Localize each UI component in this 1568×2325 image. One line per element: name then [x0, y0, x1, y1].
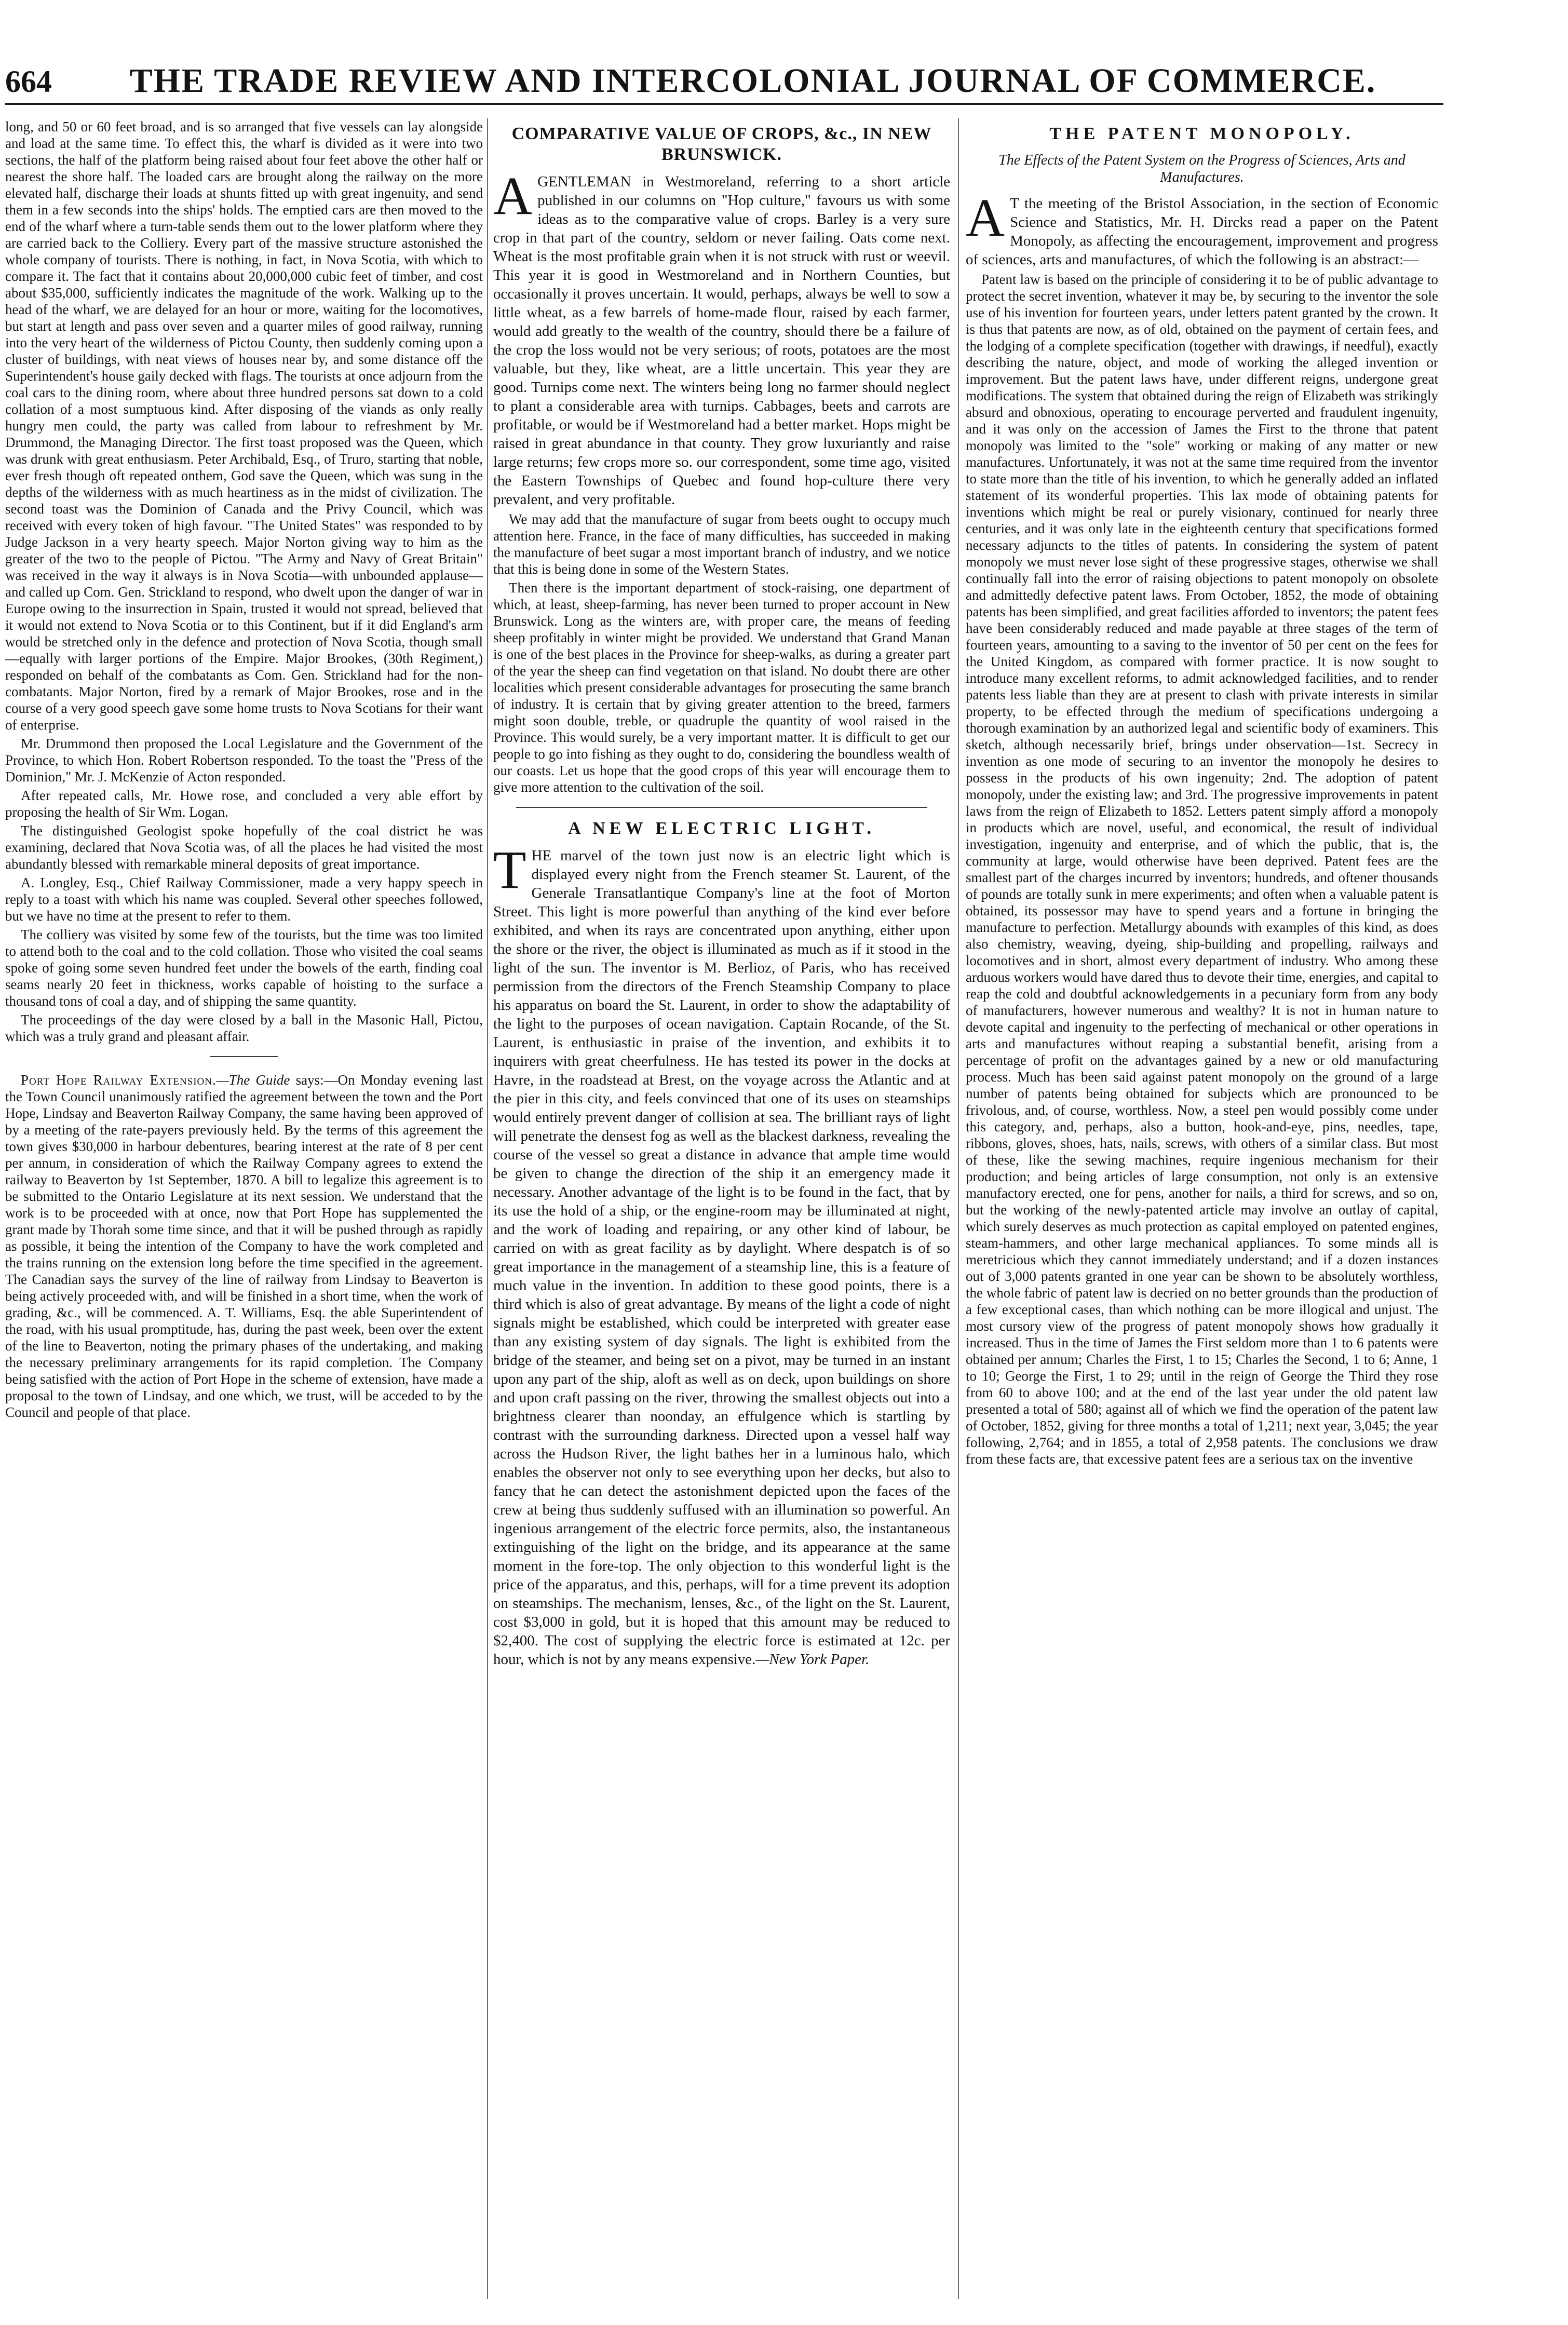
crops-article [493, 124, 950, 795]
electric-light-article [493, 818, 950, 1669]
crops-lead-text: GENTLEMAN in Westmoreland, referring to a short article published in our columns on "Hop culture," favours us with some ideas as to the comparative value of crops. Barley is a very sure crop in that part of the country, seldom or never failing. Oats come next. Wheat is the most profitable grain when it is not struck with rust or weevil. This year it is good in Westmoreland and in Northern Counties, but occasionally it proves uncertain. It would, perhaps, always be well to sow a little wheat, as a few barrels of home-made flour, raised by each farmer, would add greatly to the wealth of the country, should there be a failure of the crop the loss would not be very serious; of roots, potatoes are the most valuable, but they, like wheat, are a little uncertain. This year they are good. Turnips come next. The winters being long no farmer should neglect to plant a considerable area with turnips. Cabbages, beets and carrots are profitable, or would be if Westmoreland had a better market. Hops might be raised in great abundance in that county. They grow luxuriantly and raise large returns; few crops more so. our correspondent, some time ago, visited the Eastern Townships of Quebec and found hop-culture there very prevalent, and very profitable. [493, 173, 950, 508]
patent-monopoly-article [966, 124, 1438, 1467]
port-hope-source: —The Guide [216, 1072, 290, 1088]
port-hope-body: says:—On Monday evening last the Town Council unanimously ratified the agreement between the town and the Port Hope, Lindsay and Beaverton Railway Company, the same having been approved of by a meeting of the rate-payers previously held. By the terms of this agreement the town gives $30,000 in harbour debentures, bearing interest at the rate of 8 per cent per annum, in consideration of which the Railway Company agrees to extend the railway to Beaverton by 1st September, 1870. A bill to legalize this agreement is to be submitted to the Ontario Legislature at its next session. We understand that the work is to be proceeded with at once, now that Port Hope has supplemented the grant made by Thorah some time since, and that it will be pushed through as rapidly as possible, it being the intention of the Company to have the work completed and the trains running on the extension long before the time specified in the agreement. The Canadian says the survey of the line of railway from Lindsay to Beaverton is being actively proceeded with, and will be finished in a short time, when the work of grading, &c., will be commenced. A. T. Williams, Esq. the able Superintendent of the road, with his usual promptitude, has, during the past week, been over the extent of the line to Beaverton, noting the primary phases of the undertaking, and making the necessary preliminary arrangements for its rapid completion. The Company being satisfied with the action of Port Hope in the scheme of extension, have made a proposal to the town of Lindsay, and one which, we trust, will be acceded to by the Council and people of that place. [5, 1072, 483, 1420]
electric-light-text: HE marvel of the town just now is an electric light which is displayed every night from the French steamer St. Laurent, of the Generale Transatlantique Company's line at the foot of Morton Street. This light is more powerful than anything of the kind ever before exhibited, and when its rays are concentrated upon anything, either upon the shore or the river, the object is illuminated as much as if it stood in the light of the sun. The inventor is M. Berlioz, of Paris, who has received permission from the directors of the French Steamship Company to place his apparatus on board the St. Laurent, in order to show the adaptability of the light to the purposes of ocean navigation. Captain Rocande, of the St. Laurent, is enthusiastic in praise of the invention, and exhibits it to inquirers with great cheerfulness. He has tested its power in the docks at Havre, in the roadstead at Brest, on the voyage across the Atlantic and at the pier in this city, and feels convinced that one of its uses on steamships would entirely prevent danger of collision at sea. The brilliant rays of light will penetrate the densest fog as well as the blackest darkness, revealing the course of the vessel so great a distance in advance that ample time would be given to change the direction of the ship it an emergency made it necessary. Another advantage of the light is to be found in the fact, that by its use the hold of a ship, or the engine-room may be illuminated at night, and the work of loading and repairing, or any other kind of labour, be carried on with as great facility as by daylight. Where despatch is of so great importance in the management of a steamship line, this is a feature of much value in the invention. In addition to these good points, there is a third which is also of great advantage. By means of the light a code of night signals might be established, which could be interpreted with greater ease than any existing system of day signals. The light is exhibited from the bridge of the steamer, and being set on a pivot, may be turned in an instant upon any part of the ship, aloft as well as on deck, upon buildings on shore and upon craft passing on the river, throwing the smallest objects out into a brightness clearer than noonday, an effulgence which is startling by contrast with the surrounding darkness. Directed upon a vessel half way across the Hudson River, the light bathes her in a luminous halo, which enables the observer not only to see everything upon her decks, but also to fancy that he can detect the astonishment depicted upon the faces of the crew at being thus suddenly suffused with an illumination so powerful. An ingenious arrangement of the electric force permits, also, the instantaneous extinguishing of the light on the bridge, and its appearance at the same moment in the fore-top. The only objection to this wonderful light is the price of the apparatus, and this, perhaps, will for a time prevent its adoption on steamships. The mechanism, lenses, &c., of the light on the St. Laurent, cost $3,000 in gold, but it is hoped that this amount may be reduced to $2,400. The cost of supplying the electric force is estimated at 12c. per hour, which is not by any means expensive. [493, 847, 950, 1668]
article-paragraph: We may add that the manufacture of sugar from beets ought to occupy much attention here. France, in the face of many difficulties, has succeeded in making the manufacture of beet sugar a most important branch of industry, and we notice that this is being done in some of the Western States. [493, 511, 950, 577]
section-divider [516, 807, 927, 808]
page-number: 664 [5, 64, 52, 99]
patent-subheading: The Effects of the Patent System on the Progress of Sciences, Arts and Manufactures. [998, 152, 1405, 185]
column-divider [958, 118, 959, 2299]
port-hope-title: Port Hope Railway Extension. [21, 1072, 217, 1088]
drop-cap: A [493, 166, 533, 226]
crops-heading: COMPARATIVE VALUE OF CROPS, &c., IN NEW BRUNSWICK. [511, 124, 932, 164]
article-paragraph: Mr. Drummond then proposed the Local Legislature and the Government of the Province, to which Hon. Robert Robertson responded. To the toast the "Press of the Dominion," Mr. J. McKenzie of Acton responded. [5, 736, 483, 785]
drop-cap: T [493, 840, 526, 900]
port-hope-article [5, 1072, 483, 1421]
section-divider [210, 1056, 278, 1057]
article-paragraph: The colliery was visited by some few of the tourists, but the time was too limited to attend both to the coal and to the cold collation. Those who visited the coal seams spoke of going some seven hundred feet under the bowels of the earth, finding coal seams nearly 20 feet in thickness, works capable of hoisting to the surface a thousand tons of coal a day, and of shipping the same quantity. [5, 927, 483, 1009]
patent-lead-text: T the meeting of the Bristol Association, in the section of Economic Science and Statistics, Mr. H. Dircks read a paper on the Patent Monopoly, as affecting the encouragement, improvement and progress of sciences, arts and manufactures, of which the following is an abstract:— [966, 195, 1438, 268]
electric-light-source: —New York Paper. [755, 1651, 870, 1668]
patent-lead-paragraph [966, 188, 1438, 269]
drop-cap: A [966, 188, 1005, 248]
column-divider [487, 118, 488, 2299]
electric-light-heading: A NEW ELECTRIC LIGHT. [568, 819, 875, 838]
column-middle [493, 118, 950, 2304]
article-paragraph: The proceedings of the day were closed by a ball in the Masonic Hall, Pictou, which was a truly grand and pleasant affair. [5, 1012, 483, 1044]
article-paragraph: The distinguished Geologist spoke hopefully of the coal district he was examining, declared that Nova Scotia was, of all the places he had visited the most abundantly blessed with remarkable mineral deposits of great importance. [5, 823, 483, 872]
page-header [5, 61, 1443, 105]
crops-lead-paragraph [493, 166, 950, 509]
article-paragraph: Then there is the important department of stock-raising, one department of which, at least, sheep-farming, has never been turned to proper account in New Brunswick. Long as the winters are, with proper care, the means of feeding sheep profitably in winter might be provided. We understand that Grand Manan is one of the best places in the Province for sheep-walks, as during a greater part of the year the sheep can find vegetation on that island. No doubt there are other localities which present considerable advantages for prosecuting the same branch of industry. It is certain that by giving greater attention to the breed, farmers might soon double, treble, or quadruple the quantity of wool raised in the Province. This would surely, be a very important matter. It is difficult to get our people to go into fishing as they ought to do, considering the boundless wealth of our coasts. Let us hope that the good crops of this year will encourage them to give more attention to the cultivation of the soil. [493, 580, 950, 795]
column-left [5, 118, 483, 2309]
article-paragraph: Patent law is based on the principle of considering it to be of public advantage to protect the secret invention, whatever it may be, by securing to the inventor the sole use of his invention for fourteen years, under letters patent granted by the crown. It is thus that patents are now, as of old, obtained on the payment of certain fees, and the lodging of a complete specification (together with drawings, if needful), exactly describing the nature, object, and mode of working the alleged invention or improvement. But the patent laws have, under different reigns, undergone great modifications. The system that obtained during the reign of Elizabeth was strikingly absurd and obnoxious, operating to encourage perverted and fraudulent ingenuity, and it was only on the accession of James the First to the throne that patent monopoly was limited to the "sole" working or making of any matter or new manufactures. Unfortunately, it was not at the same time required from the inventor to state more than the title of his invention, to which he generally added an inflated statement of its wonderful properties. This lax mode of obtaining patents for inventions which might be real or purely visionary, continued for nearly three centuries, and it was only late in the eighteenth century that specifications formed necessary adjuncts to the titles of patents. In considering the system of patent monopoly we must never lose sight of these progressive stages, otherwise we shall continually fall into the error of raising objections to patent monopoly on obsolete and admittedly defective patent laws. From October, 1852, the mode of obtaining patents has been simplified, and great facilities afforded to inventors; the patent fees have been considerably reduced and made payable at three stages of the term of fourteen years, amounting to a saving to the inventor of 50 per cent on the fees for the United Kingdom, as compared with former practice. It is now sought to introduce many excellent reforms, to admit acknowledged facilities, and to render patents less liable than they are at present to clash with private interests in similar property, to be effected through the medium of specifications undergoing a thorough examination by an authorized legal and scientific body of examiners. This sketch, although necessarily brief, brings under observation—1st. Secrecy in invention as one mode of securing to an inventor the monopoly he desires to possess in the products of his own ingenuity; 2nd. The adoption of patent monopoly, under the existing law; and 3rd. The progressive improvements in patent laws from the reign of Elizabeth to 1852. Letters patent simply afford a monopoly in products which are novel, useful, and economical, the result of individual investigation, ingenuity and enterprise, and of which the public, that is, the community at large, would otherwise have been deprived. Patent fees are the smallest part of the charges incurred by inventors; hundreds, and oftener thousands of pounds are totally sunk in mere experiments; and often when a valuable patent is obtained, its possessor may have to spend years and a fortune in bringing the manufacture to perfection. Metallurgy abounds with examples of this kind, as does also chemistry, weaving, dyeing, ship-building and propelling, railways and locomotives and in short, almost every department of industry. Who among these arduous workers would have dared thus to devote their time, energies, and capital to reap the cold and doubtful acknowledgements in a pecuniary form from any body of manufacturers, however numerous and wealthy? It is not in human nature to devote capital and ingenuity to the perfecting of mechanical or other operations in arts and manufactures without reaping a substantial benefit, arising from a percentage of profit on the advantages gained by a new or old manufacturing process. Much has been said against patent monopoly on the ground of a large number of patents being obtained for subjects which are pronounced to be frivolous, and, of course, worthless. Now, a steel pen would possibly come under this category, and, perhaps, also a button, hook-and-eye, pins, needles, tape, ribbons, gloves, shoes, hats, nails, screws, with others of a similar class. But most of these, like the sewing machines, require ingenious mechanism for their production; and being articles of large consumption, not only is an extensive manufactory erected, one for pens, another for nails, a third for screws, and so on, but the working of the newly-patented article may involve an outlay of capital, which surely deserves as much protection as capital employed on patented engines, steam-hammers, and other large mechanical appliances. To some minds all is meretricious which they cannot immediately understand; and if a dozen instances out of 3,000 patents granted in one year can be shown to be absolutely worthless, the whole fabric of patent law is decried on no better grounds than the production of a few exceptional cases, than which nothing can be more illogical and unjust. The most cursory view of the progress of patent monopoly shows how gradually it increased. Thus in the time of James the First seldom more than 1 to 6 patents were obtained per annum; Charles the First, 1 to 15; Charles the Second, 1 to 6; Anne, 1 to 10; George the First, 1 to 29; until in the reign of George the Third they rose from 60 to above 100; and at the end of the last year under the old patent law presented a total of 580; against all of which we find the operation of the patent law of October, 1852, giving for three months a total of 1,211; next year, 3,045; the year following, 2,764; and in 1855, a total of 2,958 patents. The conclusions we draw from these facts are, that excessive patent fees are a serious tax on the inventive [966, 272, 1438, 1467]
article-paragraph: After repeated calls, Mr. Howe rose, and concluded a very able effort by proposing the health of Sir Wm. Logan. [5, 788, 483, 820]
patent-heading: THE PATENT MONOPOLY. [1049, 124, 1355, 143]
article-paragraph: A. Longley, Esq., Chief Railway Commissioner, made a very happy speech in reply to a toast with which his name was coupled. Several other speeches followed, but we have no time at the present to refer to them. [5, 875, 483, 924]
journal-title: THE TRADE REVIEW AND INTERCOLONIAL JOURNAL OF COMMERCE. [129, 62, 1376, 100]
electric-light-paragraph [493, 840, 950, 1669]
article-paragraph: long, and 50 or 60 feet broad, and is so arranged that five vessels can lay alongside and load at the same time. To effect this, the wharf is divided as it were into two sections, the half of the platform being raised about four feet above the other half or nearest the shore half. The loaded cars are brought along the railway on the more elevated half, discharge their loads at shunts fitted up with great ingenuity, and send them in a few seconds into the ships' holds. The emptied cars are then moved to the end of the wharf where a turn-table sends them out to the lower platform where they are carried back to the Colliery. Every part of the massive structure astonished the whole company of tourists. There is nothing, in fact, in Nova Scotia, with which to compare it. The fact that it contains about 20,000,000 cubic feet of timber, and cost about $35,000, sufficiently indicates the magnitude of the work. Walking up to the head of the wharf, we are delayed for an hour or more, waiting for the locomotives, but start at length and pass over seven and a quarter miles of good railway, running into the very heart of the wilderness of Pictou County, then suddenly coming upon a cluster of buildings, with neat views of houses near by, and some distance off the Superintendent's house gaily decked with flags. The tourists at once adjourn from the coal cars to the dining room, where about three hundred persons sat down to a cold collation of a most sumptuous kind. After disposing of the viands as only really hungry men could, the party was called from labour to refreshment by Mr. Drummond, the Managing Director. The first toast proposed was the Queen, which was drunk with great enthusiasm. Peter Archibald, Esq., of Truro, starting that noble, ever fresh though oft repeated onthem, God save the Queen, which was sung in the depths of the wilderness with as much heartiness as in the midst of civilization. The second toast was the Dominion of Canada and the Privy Council, which was received with every token of high favour. "The United States" was responded to by Judge Jackson in a very hearty speech. Major Norton giving way to him as the greater of the two to the people of Pictou. "The Army and Navy of Great Britain" was received in the way it always is in Nova Scotia—with unbounded applause—and called up Com. Gen. Strickland to respond, who dwelt upon the danger of war in Europe owing to the insurrection in Spain, trusted it would not spread, believed that it would not extend to Nova Scotia or to this Continent, but if it did England's arm would be stretched only in the defence and protection of Nova Scotia, though small—equally with larger portions of the Empire. Major Brookes, (30th Regiment,) responded on behalf of the combatants as Com. Gen. Strickland had for the non-combatants. Major Norton, fired by a remark of Major Brookes, rose and in the course of a very good speech gave some home trusts to Nova Scotians for their want of enterprise. [5, 119, 483, 733]
column-right [966, 118, 1438, 2304]
tour-report-article [5, 118, 483, 1045]
